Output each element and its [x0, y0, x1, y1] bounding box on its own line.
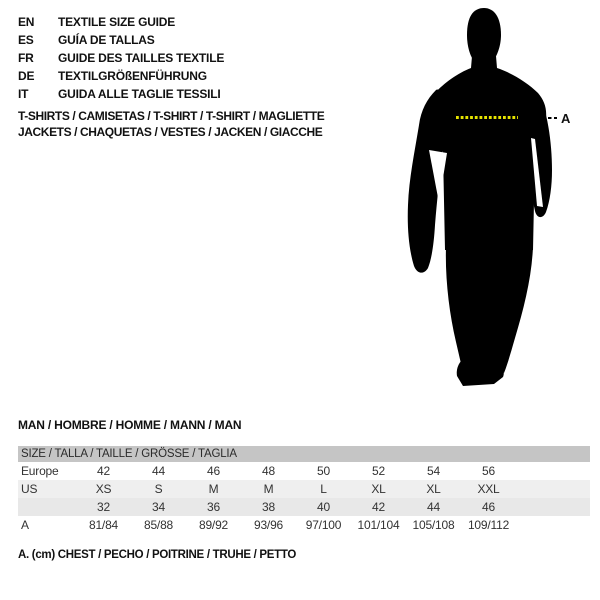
- table-cell: 42: [97, 464, 110, 478]
- table-row-numeric: [18, 498, 590, 516]
- table-cell-spacer: [516, 462, 590, 480]
- table-cell: 38: [241, 498, 296, 516]
- category-line-jackets: JACKETS / CHAQUETAS / VESTES / JACKEN / GIACCHE: [18, 124, 323, 139]
- language-label: GUIDE DES TAILLES TEXTILE: [58, 51, 225, 65]
- size-table: [18, 446, 590, 534]
- man-silhouette-icon: [400, 0, 600, 410]
- language-row: [18, 13, 224, 31]
- table-cell: 44: [152, 464, 165, 478]
- table-cell: XXL: [461, 480, 516, 498]
- table-cell: 46: [207, 464, 220, 478]
- language-label: GUÍA DE TALLAS: [58, 33, 155, 47]
- silhouette-shoe: [457, 360, 504, 386]
- table-cell: S: [131, 480, 186, 498]
- language-code: FR: [18, 51, 34, 65]
- table-cell: 44: [406, 498, 461, 516]
- table-cell-spacer: [516, 516, 590, 534]
- row-label: [18, 498, 76, 516]
- measurement-footnote: A. (cm) CHEST / PECHO / POITRINE / TRUHE / PETTO: [18, 549, 297, 561]
- table-cell: 34: [131, 498, 186, 516]
- row-label: Europe: [21, 464, 59, 478]
- table-cell: 81/84: [88, 518, 119, 532]
- table-cell: 97/100: [305, 518, 342, 532]
- table-header: SIZE / TALLA / TAILLE / GRÖSSE / TAGLIA: [18, 446, 590, 462]
- table-cell: M: [186, 480, 241, 498]
- table-row-europe: [18, 462, 590, 480]
- table-cell: 50: [317, 464, 330, 478]
- table-cell: 40: [296, 498, 351, 516]
- table-cell-spacer: [516, 498, 590, 516]
- table-cell: 42: [351, 498, 406, 516]
- table-cell: 32: [76, 498, 131, 516]
- language-row: [18, 31, 224, 49]
- row-label: US: [18, 480, 76, 498]
- garment-categories: [18, 109, 324, 140]
- table-cell: 54: [427, 464, 440, 478]
- silhouette-legs: [446, 246, 533, 373]
- language-label: TEXTILGRÖßENFÜHRUNG: [58, 69, 207, 83]
- table-cell: 52: [372, 464, 385, 478]
- row-label: A: [21, 518, 29, 532]
- table-cell: 36: [186, 498, 241, 516]
- table-cell: M: [241, 480, 296, 498]
- table-cell: 48: [262, 464, 275, 478]
- language-label: GUIDA ALLE TAGLIE TESSILI: [58, 87, 221, 101]
- table-cell: XL: [406, 480, 461, 498]
- language-row: [18, 67, 224, 85]
- language-list: [18, 13, 224, 103]
- table-cell: 56: [482, 464, 495, 478]
- language-code: IT: [18, 87, 29, 101]
- table-row-us: [18, 480, 590, 498]
- language-row: [18, 85, 224, 103]
- table-cell: XL: [351, 480, 406, 498]
- language-label: TEXTILE SIZE GUIDE: [58, 15, 176, 29]
- table-cell: XS: [76, 480, 131, 498]
- table-cell: 109/112: [467, 518, 510, 532]
- table-row-chest: [18, 516, 590, 534]
- silhouette-head: [467, 8, 501, 61]
- language-code: ES: [18, 33, 34, 47]
- table-cell-spacer: [516, 480, 590, 498]
- category-line-tshirts: T-SHIRTS / CAMISETAS / T-SHIRT / T-SHIRT / MAGLIETTE: [18, 109, 325, 123]
- language-code: EN: [18, 15, 35, 29]
- language-row: [18, 49, 224, 67]
- section-title-man: MAN / HOMBRE / HOMME / MANN / MAN: [18, 418, 242, 432]
- table-cell: 85/88: [143, 518, 174, 532]
- measure-label-a: A: [561, 111, 571, 126]
- table-header-row: [18, 446, 590, 462]
- table-cell: 101/104: [357, 518, 400, 532]
- table-cell: L: [296, 480, 351, 498]
- language-code: DE: [18, 69, 35, 83]
- table-cell: 105/108: [412, 518, 455, 532]
- table-cell: 46: [461, 498, 516, 516]
- table-cell: 93/96: [253, 518, 284, 532]
- table-cell: 89/92: [198, 518, 229, 532]
